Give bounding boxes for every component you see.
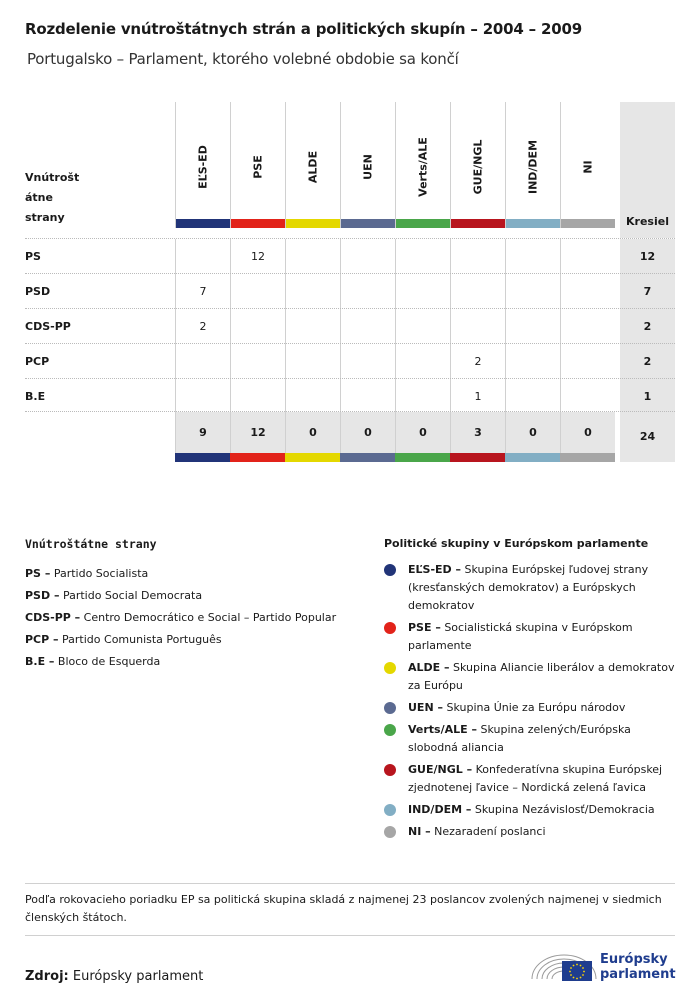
group-abbr: EĽS-ED –	[408, 563, 461, 576]
group-label: UEN	[361, 154, 375, 180]
group-dot-icon	[384, 702, 396, 714]
seat-cell	[285, 309, 340, 344]
group-color-bar	[561, 219, 615, 228]
seat-cell	[285, 239, 340, 274]
group-full-name: Socialistická skupina v Európskom parlamente	[408, 621, 633, 652]
table-row	[25, 308, 675, 343]
group-column-header	[340, 102, 395, 228]
source-label: Zdroj:	[25, 969, 69, 984]
row-total: 2	[620, 344, 675, 379]
group-color-bar	[286, 219, 340, 228]
seat-cell	[395, 239, 450, 274]
row-total: 12	[620, 239, 675, 274]
group-total: 9	[175, 412, 230, 453]
group-color-bar	[230, 453, 285, 462]
group-legend-item	[384, 823, 679, 841]
seat-cell	[395, 274, 450, 309]
group-full-name: Skupina Aliancie liberálov a demokratov za Európu	[408, 661, 675, 692]
national-parties-heading: Vnútroštátne strany	[25, 537, 157, 551]
group-legend-item	[384, 699, 679, 717]
party-legend-item	[25, 607, 365, 629]
group-column-header	[230, 102, 285, 228]
group-dot-icon	[384, 724, 396, 736]
seat-cell	[505, 274, 560, 309]
seat-cell	[285, 379, 340, 414]
seat-cell	[505, 239, 560, 274]
group-color-bar	[505, 453, 560, 462]
group-legend-item	[384, 721, 679, 757]
party-name: PS	[25, 250, 41, 263]
seat-cell	[340, 309, 395, 344]
group-abbr: UEN –	[408, 701, 443, 714]
group-color-bar	[451, 219, 505, 228]
party-name: PCP	[25, 355, 50, 368]
group-legend-item	[384, 801, 679, 819]
party-full-name: Bloco de Esquerda	[57, 655, 161, 668]
group-legend-item	[384, 761, 679, 797]
seat-cell	[560, 239, 615, 274]
group-abbr: Verts/ALE –	[408, 723, 477, 736]
political-groups-legend	[384, 537, 679, 845]
group-total: 0	[560, 412, 615, 453]
group-color-bar	[396, 219, 450, 228]
group-column-header	[505, 102, 560, 228]
seat-cell	[340, 274, 395, 309]
party-full-name: Partido Socialista	[53, 567, 149, 580]
logo-text: Európsky parlament	[600, 952, 676, 982]
seat-cell: 2	[175, 309, 230, 344]
seat-cell	[230, 274, 285, 309]
group-label: NI	[581, 160, 595, 174]
group-column-header	[395, 102, 450, 228]
group-total: 0	[395, 412, 450, 453]
group-label: Verts/ALE	[416, 137, 430, 197]
party-abbr: CDS-PP –	[25, 611, 81, 624]
party-legend-item	[25, 651, 365, 673]
seat-cell	[450, 239, 505, 274]
seat-cell	[505, 309, 560, 344]
party-full-name: Partido Comunista Português	[62, 633, 222, 646]
row-total: 2	[620, 309, 675, 344]
party-abbr: PCP –	[25, 633, 59, 646]
group-abbr: PSE –	[408, 621, 441, 634]
group-abbr: NI –	[408, 825, 431, 838]
seat-cell	[450, 309, 505, 344]
seat-cell	[175, 344, 230, 379]
table-row	[25, 343, 675, 378]
group-total: 0	[505, 412, 560, 453]
party-name: PSD	[25, 285, 51, 298]
group-color-bar	[285, 453, 340, 462]
table-row	[25, 273, 675, 308]
seat-cell	[505, 344, 560, 379]
group-abbr: ALDE –	[408, 661, 450, 674]
group-label: PSE	[251, 155, 265, 179]
page-subtitle: Portugalsko – Parlament, ktorého volebné obdobie sa končí	[27, 50, 459, 68]
seat-cell: 12	[230, 239, 285, 274]
seat-cell	[505, 379, 560, 414]
national-parties-legend	[25, 537, 365, 673]
group-color-bar	[506, 219, 560, 228]
seat-cell: 7	[175, 274, 230, 309]
group-dot-icon	[384, 826, 396, 838]
group-label: ALDE	[306, 150, 320, 184]
group-abbr: GUE/NGL –	[408, 763, 473, 776]
group-column-header	[175, 102, 230, 228]
table-row	[25, 378, 675, 413]
group-color-bar	[231, 219, 285, 228]
party-abbr: PS –	[25, 567, 51, 580]
seat-cell	[450, 274, 505, 309]
group-color-bar	[395, 453, 450, 462]
group-label: EĽS-ED	[196, 145, 210, 189]
seat-cell	[560, 379, 615, 414]
seat-cell	[560, 344, 615, 379]
group-column-header	[450, 102, 505, 228]
footnote: Podľa rokovacieho poriadku EP sa politická skupina skladá z najmenej 23 poslancov zvolených najmenej v siedmich členských štátoch.	[25, 883, 675, 927]
group-label: GUE/NGL	[471, 139, 485, 195]
group-full-name: Skupina zelených/Európska slobodná aliancia	[408, 723, 631, 754]
party-full-name: Partido Social Democrata	[62, 589, 203, 602]
group-total: 0	[340, 412, 395, 453]
party-abbr: B.E –	[25, 655, 55, 668]
seat-cell	[340, 239, 395, 274]
group-total: 0	[285, 412, 340, 453]
party-full-name: Centro Democrático e Social – Partido Popular	[83, 611, 337, 624]
party-abbr: PSD –	[25, 589, 60, 602]
group-full-name: Skupina Nezávislosť/Demokracia	[474, 803, 655, 816]
seat-cell	[560, 274, 615, 309]
seat-cell	[230, 379, 285, 414]
seat-cell	[340, 344, 395, 379]
group-color-bar	[340, 453, 395, 462]
seat-cell	[230, 344, 285, 379]
group-color-bar	[175, 453, 230, 462]
party-legend-item	[25, 563, 365, 585]
group-dot-icon	[384, 662, 396, 674]
group-color-bar	[176, 219, 230, 228]
seat-cell	[560, 309, 615, 344]
table-row	[25, 238, 675, 273]
seats-column-header: Kresiel	[620, 102, 675, 238]
group-dot-icon	[384, 804, 396, 816]
group-full-name: Konfederatívna skupina Európskej zjednotenej ľavice – Nordická zelená ľavica	[408, 763, 663, 794]
group-dot-icon	[384, 564, 396, 576]
group-full-name: Nezaradení poslanci	[434, 825, 546, 838]
group-label: IND/DEM	[526, 139, 540, 195]
group-column-header	[285, 102, 340, 228]
party-legend-item	[25, 585, 365, 607]
group-full-name: Skupina Európskej ľudovej strany (kresťanských demokratov) a Európskych demokratov	[408, 563, 649, 612]
group-legend-item	[384, 619, 679, 655]
group-dot-icon	[384, 622, 396, 634]
group-color-bar	[341, 219, 395, 228]
seat-cell	[395, 379, 450, 414]
seat-cell: 1	[450, 379, 505, 414]
seat-cell	[230, 309, 285, 344]
divider	[25, 935, 675, 936]
group-color-bar	[450, 453, 505, 462]
group-full-name: Skupina Únie za Európu národov	[446, 701, 626, 714]
source-value: Európsky parlament	[72, 969, 204, 984]
group-total: 3	[450, 412, 505, 453]
row-total: 7	[620, 274, 675, 309]
seat-cell	[175, 239, 230, 274]
group-abbr: IND/DEM –	[408, 803, 472, 816]
seat-cell: 2	[450, 344, 505, 379]
grand-total: 24	[620, 412, 675, 462]
seat-cell	[395, 309, 450, 344]
group-total: 12	[230, 412, 285, 453]
group-color-bar	[560, 453, 615, 462]
seat-cell	[285, 344, 340, 379]
seat-cell	[395, 344, 450, 379]
political-groups-heading: Politické skupiny v Európskom parlamente	[384, 537, 649, 550]
totals-row	[25, 411, 675, 463]
party-legend-item	[25, 629, 365, 651]
party-name: CDS-PP	[25, 320, 71, 333]
source	[25, 969, 203, 984]
page-title: Rozdelenie vnútroštátnych strán a politických skupín – 2004 – 2009	[25, 20, 582, 38]
seat-cell	[285, 274, 340, 309]
group-column-header	[560, 102, 615, 228]
distribution-table	[25, 102, 675, 463]
group-dot-icon	[384, 764, 396, 776]
party-column-header: Vnútrošt átne strany	[25, 171, 80, 224]
seat-cell	[175, 379, 230, 414]
party-name: B.E	[25, 390, 46, 403]
row-total: 1	[620, 379, 675, 414]
seat-cell	[340, 379, 395, 414]
group-legend-item	[384, 561, 679, 615]
group-legend-item	[384, 659, 679, 695]
